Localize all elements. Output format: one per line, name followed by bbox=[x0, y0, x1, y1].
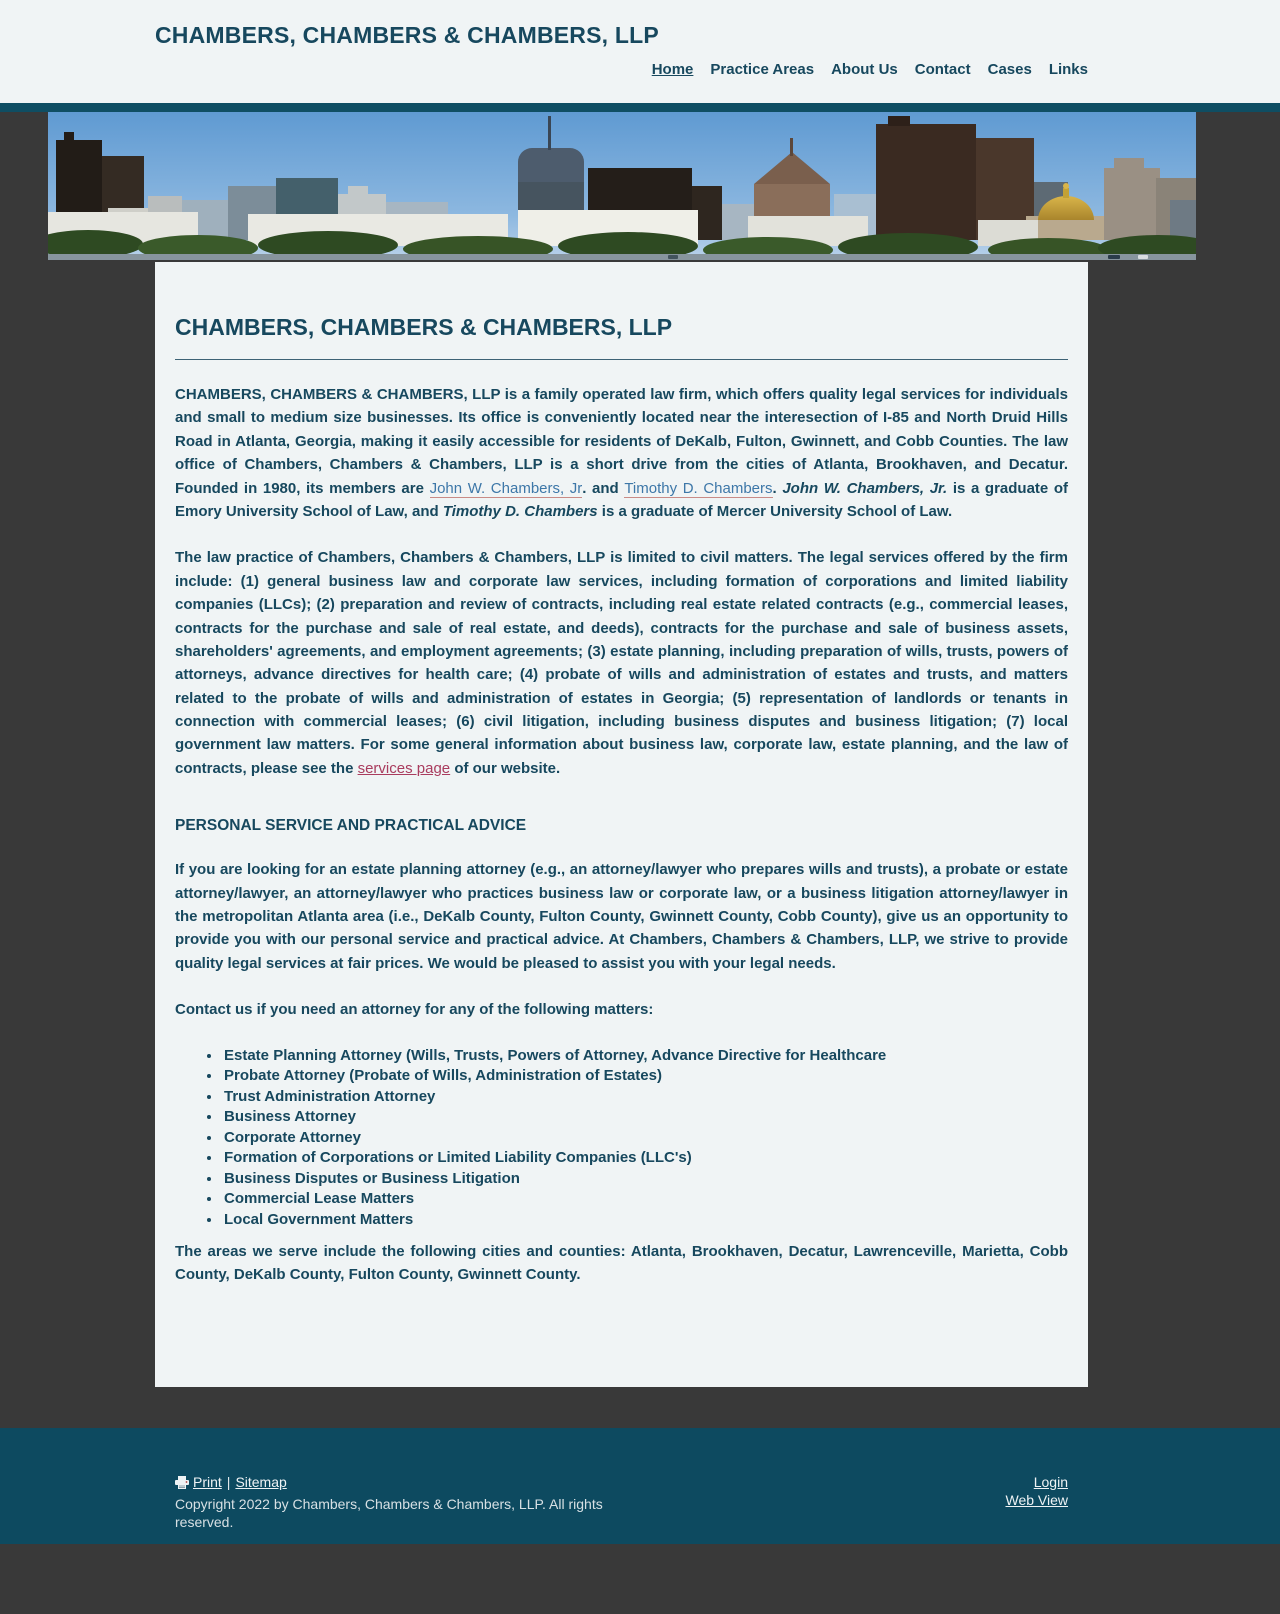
title-divider bbox=[175, 359, 1068, 360]
list-item: • Business Attorney bbox=[222, 1107, 1068, 1128]
intro-text: CHAMBERS, CHAMBERS & CHAMBERS, LLP is a family operated law firm, which offers quality legal services for individuals and small to medium size businesses. Its office is conveniently located near the interesection of I-85 and North Druid Hills Road in Atlanta, Georgia, making it easily accessible for residents of DeKalb, Fulton, Gwinnett, and Cobb Counties. The law office of Chambers, Chambers & Chambers, LLP is a short drive from the cities of Atlanta, Brookhaven, and Decatur. Founded in 1980, its members are bbox=[175, 386, 1068, 497]
nav-item-links[interactable]: Links bbox=[1048, 61, 1088, 78]
site-header bbox=[0, 0, 1280, 103]
list-item: • Corporate Attorney bbox=[222, 1128, 1068, 1149]
header-divider-bar bbox=[0, 103, 1280, 112]
atlanta-skyline-banner bbox=[48, 112, 1196, 260]
areas-paragraph: The areas we serve include the following cities and counties: Atlanta, Brookhaven, Decatur, Lawrenceville, Marietta, Cobb County, DeKalb County, Fulton County, Gwinnett County. bbox=[175, 1243, 1068, 1284]
nav-item-about-us[interactable]: About Us bbox=[831, 61, 898, 78]
matters-list bbox=[222, 1046, 1068, 1231]
nav-item-home[interactable]: Home bbox=[651, 61, 694, 78]
timothy-chambers-link[interactable]: Timothy D. Chambers bbox=[624, 479, 773, 497]
page-title: CHAMBERS, CHAMBERS & CHAMBERS, LLP bbox=[175, 314, 673, 340]
footer-left bbox=[175, 1473, 620, 1531]
page-body-background bbox=[0, 112, 1280, 1428]
copyright-text: Copyright 2022 by Chambers, Chambers & Chambers, LLP. All rights reserved. bbox=[175, 1495, 603, 1530]
nav-item-contact[interactable]: Contact bbox=[914, 61, 971, 78]
list-item: • Estate Planning Attorney (Wills, Trusts, Powers of Attorney, Advance Directive for Healthcare bbox=[222, 1046, 1068, 1067]
print-label: Print bbox=[193, 1473, 222, 1490]
site-title: CHAMBERS, CHAMBERS & CHAMBERS, LLP bbox=[155, 22, 659, 48]
printer-icon bbox=[175, 1476, 189, 1489]
webview-link[interactable]: Web View bbox=[1005, 1491, 1068, 1508]
footer-right bbox=[1005, 1473, 1068, 1509]
john-chambers-name: John W. Chambers, Jr. bbox=[782, 479, 948, 497]
footer-separator: | bbox=[226, 1473, 231, 1490]
nav-item-practice-areas[interactable]: Practice Areas bbox=[710, 61, 815, 78]
timothy-chambers-name: Timothy D. Chambers bbox=[442, 502, 598, 520]
intro-paragraph bbox=[175, 383, 1068, 523]
print-link[interactable] bbox=[175, 1473, 222, 1491]
contact-line: Contact us if you need an attorney for any of the following matters: bbox=[175, 1001, 654, 1019]
site-footer bbox=[0, 1428, 1280, 1544]
practice-text: of our website. bbox=[450, 759, 561, 777]
list-item: • Trust Administration Attorney bbox=[222, 1087, 1068, 1108]
footer-links bbox=[175, 1473, 620, 1491]
intro-text: is a graduate of Mercer University School of Law. bbox=[597, 502, 953, 520]
list-item: • Local Government Matters bbox=[222, 1210, 1068, 1231]
practice-paragraph bbox=[175, 546, 1068, 780]
list-item: • Formation of Corporations or Limited Liability Companies (LLC's) bbox=[222, 1148, 1068, 1169]
advice-heading: PERSONAL SERVICE AND PRACTICAL ADVICE bbox=[175, 817, 527, 835]
sitemap-link[interactable]: Sitemap bbox=[235, 1473, 287, 1490]
intro-text: . and bbox=[582, 479, 625, 497]
list-item: • Commercial Lease Matters bbox=[222, 1189, 1068, 1210]
john-chambers-link[interactable]: John W. Chambers, Jr bbox=[429, 479, 583, 497]
intro-text: is a graduate of Emory University School of Law, and bbox=[175, 479, 1069, 520]
list-item: • Probate Attorney (Probate of Wills, Administration of Estates) bbox=[222, 1066, 1068, 1087]
practice-text: The law practice of Chambers, Chambers & Chambers, LLP is limited to civil matters. The legal services offered by the firm include: (1) general business law and corporate law services, including formation of corporations and limited liability companies (LLCs); (2) preparation and review of contracts, including real estate related contracts (e.g., commercial leases, contracts for the purchase and sale of real estate, and deeds), contracts for the purchase and sale of business assets, shareholders' agreements, and employment agreements; (3) estate planning, including preparation of wills, trusts, powers of attorneys, advance directives for health care; (4) probate of wills and administration of estates and trusts, and matters related to the probate of wills and administration of estates in Georgia; (5) representation of landlords or tenants in connection with commercial leases; (6) civil litigation, including business disputes and business litigation; (7) local government law matters. For some general information about business law, corporate law, estate planning, and the law of contracts, please see the bbox=[175, 549, 1068, 777]
services-page-link[interactable]: services page bbox=[357, 759, 451, 777]
intro-text: . bbox=[772, 479, 783, 497]
content-panel bbox=[155, 262, 1088, 1387]
nav-item-cases[interactable]: Cases bbox=[987, 61, 1032, 78]
login-link[interactable]: Login bbox=[1033, 1473, 1068, 1490]
advice-paragraph: If you are looking for an estate planning attorney (e.g., an attorney/lawyer who prepares wills and trusts), a probate or estate attorney/lawyer, an attorney/lawyer who practices business law or corporate law, or a business litigation attorney/lawyer in the metropolitan Atlanta area (i.e., DeKalb County, Fulton County, Gwinnett County, Cobb County), give us an opportunity to provide you with our personal service and practical advice. At Chambers, Chambers & Chambers, LLP, we strive to provide quality legal services at fair prices. We would be pleased to assist you with your legal needs. bbox=[175, 861, 1068, 972]
list-item: • Business Disputes or Business Litigation bbox=[222, 1169, 1068, 1190]
main-nav bbox=[652, 61, 1088, 78]
